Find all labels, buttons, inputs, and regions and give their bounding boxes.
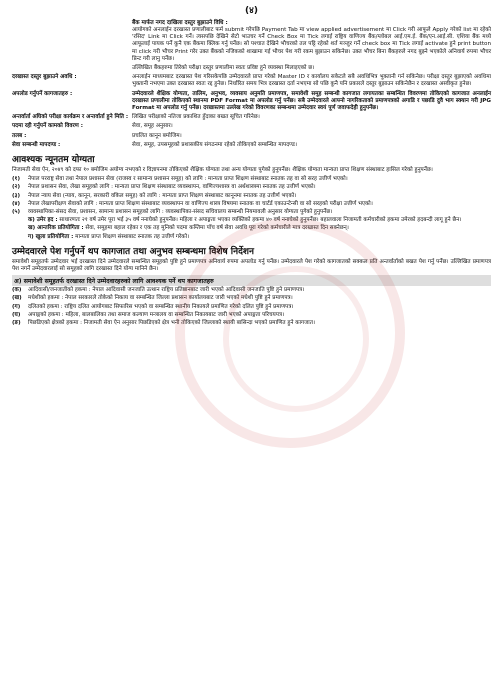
- item-marker: (ग): [12, 303, 21, 310]
- item-marker: (ङ): [12, 320, 21, 327]
- info-row: [12, 114, 491, 121]
- info-row-value: सेवा, समूह अनुसार।: [132, 123, 173, 130]
- item-marker: (५): [12, 209, 21, 216]
- open-competition-text: मान्यता प्राप्त शिक्षण संस्थाबाट स्नातक तह उत्तीर्ण गरेको।: [75, 233, 190, 240]
- min-qual-item: [12, 193, 491, 200]
- info-row-label: पदमा रही गर्नुपर्ने कामको विवरण :: [12, 123, 83, 130]
- item-marker: (२): [12, 184, 21, 191]
- docs-item: [12, 312, 491, 319]
- item-marker: (१): [12, 176, 21, 183]
- info-row: [12, 133, 491, 140]
- dates-label: दरखास्त दस्तुर बुझाउने अवधि :: [12, 74, 77, 81]
- item-text: नेपाल न्याय सेवा (न्याय, कानून, सरकारी वकिल समूह) को लागि : मान्यता प्राप्त शिक्षण संस्थाबाट कानूनमा स्नातक तह उत्तीर्ण भएको।: [28, 192, 297, 199]
- info-row: [12, 123, 491, 130]
- open-competition-label: ग) खुला प्रतियोगिता :: [28, 233, 74, 240]
- docs-item: [12, 287, 491, 294]
- page: [0, 3, 503, 676]
- attachments-section: [12, 91, 491, 113]
- item-marker: (४): [12, 200, 21, 207]
- min-qual-intro: निजामती सेवा ऐन, २०४९ को दफा १० बमोजिम अयोग्य नभएको र विज्ञापनमा तोकिएको शैक्षिक योग्यता तथा अन्य योग्यता पुगेको हुनुपर्नेछ। शैक्षिक योग्यता मान्यता प्राप्त शिक्षण संस्थाबाट हासिल गरेको हुनुपर्नेछ।: [12, 167, 433, 174]
- docs-guidance-intro: समावेशी समूहतर्फ उम्मेदवार भई दरखास्त दिने उम्मेदवारले सम्बन्धित समूहको पुष्टि हुने प्रमाणपत्र अनिवार्य रुपमा अपलोड गर्नु पर्नेछ। उम्मेदवारले पेश गरेको कागजातको सक्कल प्रति अन्तर्वार्ताको बखत पेश गर्नु पर्नेछ। उल्लिखित प्रमाणपत्र पेश नगर्ने उम्मेदवारलाई सो समूहको लागि दरखास्त दिने योग्य मानिने छैन।: [12, 258, 491, 273]
- item-text: नेपाल प्रशासन सेवा, लेखा समूहको लागि : मान्यता प्राप्त शिक्षण संस्थाबाट व्यवस्थापन, वाणिज्यशास्त्र वा अर्थशास्त्रमा स्नातक तह उत्तीर्ण भएको।: [28, 184, 316, 191]
- info-row-label: सेवा सम्बन्धी मापदण्ड :: [12, 141, 61, 148]
- min-qual-item: [12, 201, 491, 208]
- bank-section-note: उल्लिखित बैंकहरुमा तिरेको परीक्षा दस्तुर प्रणालीमा स्वतः प्रविष्ट हुने व्यवस्था मिलाइएको छ।: [132, 65, 315, 72]
- attachments-body: उम्मेदवारले शैक्षिक योग्यता, तालिम, अनुभव, व्यवसाय अनुमति प्रमाणपत्र, समावेशी समूह सम्बन्धी कागजात लगायतका सम्बन्धित विवरणमा तोकिएको कागजात अनलाईन दरखास्त प्रणालीमा तोकिएको स्थानमा PDF Format मा अपलोड गर्नु पर्नेछ। सबै उम्मेदवारले आफ्नो नागरिकताको प्रमाणपत्रको अगाडि र पछाडि दुवै भाग स्क्यान गरी JPG Format मा अपलोड गर्नु पर्नेछ। दरखास्तमा उल्लेख गरेको विवरणका सम्बन्धमा उम्मेदवार स्वयं पूर्ण जवाफदेही हुनुपर्नेछ।: [132, 90, 491, 112]
- bank-section-heading: बैंक मार्फत नगद दाखिला दस्तुर बुझाउने विधि :: [132, 20, 228, 26]
- info-row-label: तलब :: [12, 132, 27, 139]
- dates-body: अनलाईन माध्यमबाट दरखास्त पेश गरिसकेपछि उम्मेदवारले प्राप्त गरेको Master ID र कार्यालय सकेटले सबै अवधिभित्र भुक्तानी गर्न सकिनेछ। परीक्षा दस्तुर बुझाएको अवधिमा भुक्तानी नभएमा उक्त दरखास्त स्वतः रद्द हुनेछ। निर्धारित समय भित्र दरखास्त दर्ता नभएमा सो पछि कुनै पनि प्रकारले दस्तुर बुझाउन सकिनेछैन र दरखास्त अस्वीकृत हुनेछ।: [132, 74, 491, 88]
- item-text: आदिवासी/जनजातीको हकमा : नेपाल आदिवासी जनजाति उत्थान राष्ट्रिय प्रतिष्ठानबाट जारी भएको आदिवासी जनजाति पुष्टि हुने प्रमाणपत्र।: [28, 287, 305, 294]
- item-marker: (३): [12, 192, 21, 199]
- docs-item: [12, 304, 491, 311]
- info-row-value: प्रचलित कानून बमोजिम।: [132, 132, 182, 139]
- min-qual-heading: आवश्यक न्यूनतम योग्यता: [12, 155, 95, 166]
- min-qual-item: [12, 184, 491, 191]
- docs-item: [12, 320, 491, 327]
- page-number: (४): [245, 6, 258, 16]
- docs-guidance-heading: उम्मेदवारले पेश गर्नुपर्ने थप कागजात तथा अनुभव सम्बन्धमा विशेष निर्देशन: [12, 246, 254, 257]
- dates-section: [12, 74, 491, 88]
- min-qual-item: [12, 176, 491, 183]
- open-competition: [28, 234, 491, 241]
- inclusive-docs-subheading: अ) समावेशी समूहतर्फ दरखास्त दिने उम्मेदवारहरुको लागि आवश्यक पर्ने थप कागजातहरु: [12, 275, 491, 286]
- bank-section-body: आयोगको अनलाईन दरखास्त प्रणालीबाट फर्म submit गरेपछि Payment Tab मा view applied advertisement मा Click गरी आफूले Apply गरेको list मा रहेको 'रसिद' Link मा Click गर्ने। त्यसपछि देखिने सेटो भाउचर गर्ने Check Box मा Tick लगाई राष्ट्रिय वाणिज्य बैंक/ग्लोबल आई.एम.ई. बैंक/एन.आई.सी. एशिया बैंक मध्ये आफूलाई पायक पर्ने कुनै एक बैंकमा क्लिक गर्नु पर्नेछ। सो पश्चात देखिने भौचरको तल पट्टि रहेको शर्त मञ्जुर गर्ने check box मा Tick लगाई activate हुने print button मा click गरी भौचर Print गरेर उक्त बैंकको नजिकको शाखामा गई भौचर पेश गरी रकम बुझाउन सकिनेछ। उक्त भौचर बिना बैंकहरुले नगद बुझ्ने भएकोले अनिवार्य रुपमा भौचर प्रिन्ट गरी लानु पर्नेछ।: [132, 27, 491, 62]
- item-text: पिछडिएको क्षेत्रको हकमा : निजामती सेवा ऐन अनुसार पिछडिएको क्षेत्र भनी तोकिएको जिल्लाको स्थायी बासिन्दा भएको प्रमाणित हुने कागजात।: [28, 320, 316, 327]
- age-limit-text: साधारणतः २१ वर्ष उमेर पूरा भई ३५ वर्ष ननाघेको हुनुपर्नेछ। महिला र अपाङ्गता भएका व्यक्तिको हकमा ४० वर्ष ननाघेको हुनुपर्नेछ। बहालवाला निजामती कर्मचारीको हकमा उमेरको हदबन्दी लागू हुने छैन।: [59, 217, 462, 224]
- docs-item: [12, 295, 491, 302]
- info-row-value: सेवा, समूह, उपसमूहको प्रशासकीय संगठनमा रहेको तोकिएको सम्बन्धित मापदण्ड।: [132, 141, 297, 148]
- item-marker: (क): [12, 287, 22, 294]
- item-marker: (घ): [12, 311, 21, 318]
- age-limit: [28, 217, 491, 224]
- internal-competition-text: सेवा, समूहमा बहाल रहेका र एक तह मुनिको पदमा कम्तिमा पाँच वर्ष सेवा अवधि पूरा गरेको कर्मचारीले मात्र दरखास्त दिन सक्नेछन्।: [85, 225, 349, 232]
- item-text: अपाङ्गको हकमा : महिला, बालबालिका तथा समाज कल्याण मन्त्रालय वा सम्बन्धित निकायबाट जारी भएको अपाङ्गता परिचयपत्र।: [28, 311, 285, 318]
- item-text: व्यवस्थापिका-संसद सेवा, प्रशासन, सामान्य प्रशासन समूहको लागि : व्यवस्थापिका-संसद सचिवालय सम्बन्धी नियमावली अनुसार योग्यता पुगेको हुनुपर्नेछ।: [28, 209, 333, 216]
- info-row-value: लिखित परीक्षाको नतिजा प्रकाशित हुँदाका बखत सूचित गरिनेछ।: [132, 114, 260, 121]
- info-row: [12, 142, 491, 149]
- min-qual-item: [12, 209, 491, 216]
- item-marker: (ख): [12, 295, 22, 302]
- item-text: नेपाल लेखापरीक्षण सेवाको लागि : मान्यता प्राप्त शिक्षण संस्थाबाट व्यवस्थापन वा वाणिज्य शास्त्र विषयमा स्नातक वा चार्टर्ड एकाउन्टेन्सी वा सो सरहको परीक्षा उत्तीर्ण भएको।: [28, 200, 373, 207]
- age-limit-label: क) उमेर हद :: [28, 217, 58, 224]
- attachments-label: अपलोड गर्नुपर्ने कागजातहरु :: [12, 90, 73, 97]
- internal-competition: [28, 225, 491, 232]
- info-row-label: अन्तर्वार्ता अघिको परीक्षा कार्यक्रम र अन्तर्वार्ता हुने मिति :: [12, 114, 129, 121]
- item-text: मधेशीको हकमा : नेपाल सरकारले तोकेको निकाय वा सम्बन्धित जिल्ला प्रशासन कार्यालयबाट जारी भएको मधेशी पुष्टि हुने प्रमाणपत्र।: [28, 295, 293, 302]
- internal-competition-label: ख) आन्तरिक प्रतियोगिता :: [28, 225, 84, 232]
- item-text: दलितको हकमा : राष्ट्रिय दलित आयोगबाट सिफारिस भएको वा सम्बन्धित स्थानीय निकायले प्रमाणित गरेको दलित पुष्टि हुने प्रमाणपत्र।: [28, 303, 294, 310]
- item-text: नेपाल परराष्ट्र सेवा तथा नेपाल प्रशासन सेवा (राजस्व र सामान्य प्रशासन समूह) को लागि : मान्यता प्राप्त शिक्षण संस्थाबाट स्नातक तह वा सो सरह उत्तीर्ण भएको।: [28, 176, 348, 183]
